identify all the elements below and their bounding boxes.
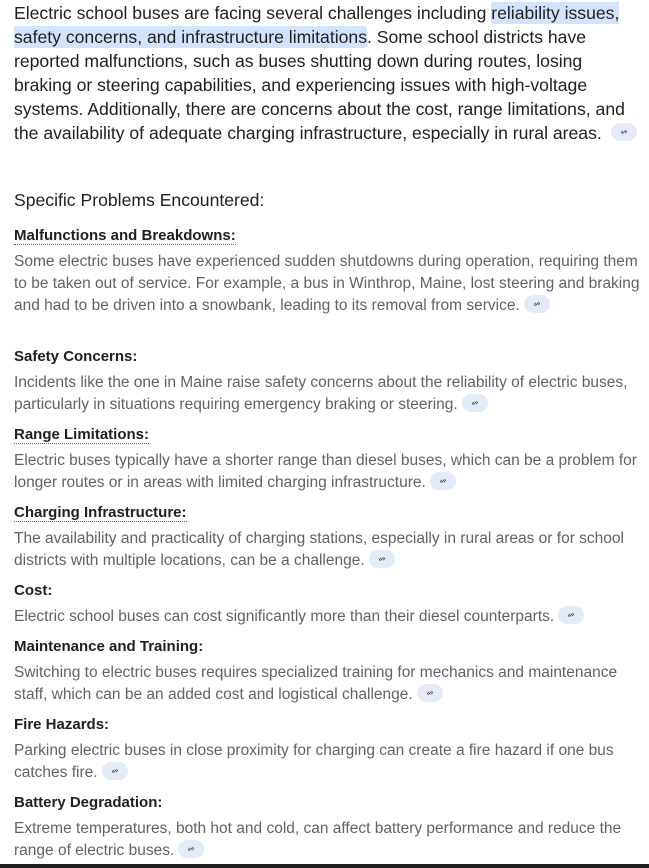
bottom-edge-bar: [0, 864, 649, 868]
item-body: [14, 818, 648, 862]
intro-prefix: Electric school buses are facing several challenges including: [14, 3, 492, 23]
item-body-text: Parking electric buses in close proximity for charging can create a fire hazard if one bus catches fire.: [14, 742, 614, 781]
item-title-text: Range Limitations:: [14, 426, 150, 443]
item-body-text: Extreme temperatures, both hot and cold, can affect battery performance and reduce the range of electric buses.: [14, 820, 622, 859]
item-title-text: Charging Infrastructure:: [14, 504, 187, 521]
source-link-button[interactable]: [524, 295, 550, 313]
item-body-text: Electric school buses can cost significantly more than their diesel counterparts.: [14, 608, 555, 625]
link-icon: [110, 766, 120, 776]
link-icon: [377, 554, 387, 564]
item-title-text: Cost:: [14, 582, 53, 599]
source-link-button[interactable]: [178, 840, 204, 858]
link-icon: [532, 299, 542, 309]
item-body: [14, 528, 648, 572]
source-link-button[interactable]: [369, 550, 395, 568]
source-link-button[interactable]: [430, 472, 456, 490]
item-title-text: Malfunctions and Breakdowns:: [14, 227, 236, 244]
link-icon: [619, 127, 629, 137]
link-icon: [470, 398, 480, 408]
link-icon: [186, 844, 196, 854]
item-body-text: The availability and practicality of charging stations, especially in rural areas or for school districts with multiple locations, can be a challenge.: [14, 530, 624, 569]
item-title: [14, 715, 109, 735]
item-body: [14, 372, 648, 416]
item-title: [14, 793, 162, 813]
item-title-text: Battery Degradation:: [14, 794, 163, 811]
link-icon: [566, 610, 576, 620]
source-link-button[interactable]: [462, 394, 488, 412]
item-body-text: Switching to electric buses requires specialized training for mechanics and maintenance staff, which can be an added cost and logistical challenge.: [14, 664, 618, 703]
intro-paragraph: [14, 0, 644, 145]
item-title-text: Safety Concerns:: [14, 348, 138, 365]
source-link-button[interactable]: [417, 684, 443, 702]
link-icon: [438, 476, 448, 486]
link-icon: [425, 688, 435, 698]
item-title: [14, 581, 52, 601]
source-link-button[interactable]: [558, 606, 584, 624]
intro-suffix: . Some school districts have reported malfunctions, such as buses shutting down during routes, losing braking or steering capabilities, and experiencing issues with high-voltage systems. Additionally, there are concerns about the cost, range limitations, and the availability of adequate charging infrastructure, especially in rural areas.: [14, 27, 625, 143]
ai-overview-content: [14, 0, 644, 859]
item-body-text: Some electric buses have experienced sudden shutdowns during operation, requiring them to be taken out of service. For example, a bus in Winthrop, Maine, lost steering and braking and had to be driven into a snowbank, leading to its removal from service.: [14, 253, 640, 314]
item-title-text: Maintenance and Training:: [14, 638, 204, 655]
source-link-button[interactable]: [611, 123, 637, 141]
item-body-text: Electric buses typically have a shorter range than diesel buses, which can be a problem for longer routes or in areas with limited charging infrastructure.: [14, 452, 637, 491]
item-body: [14, 251, 648, 317]
item-title[interactable]: [14, 425, 149, 445]
item-body: [14, 450, 648, 494]
source-link-button[interactable]: [102, 762, 128, 780]
item-title[interactable]: [14, 503, 187, 523]
item-title-text: Fire Hazards:: [14, 716, 110, 733]
item-body: [14, 740, 648, 784]
item-title: [14, 637, 203, 657]
section-heading: Specific Problems Encountered:: [14, 190, 265, 210]
intro-highlight: reliability issues, safety concerns, and infrastructure limitations: [14, 3, 620, 47]
item-body: [14, 606, 648, 628]
item-body-text: Incidents like the one in Maine raise safety concerns about the reliability of electric buses, particularly in situations requiring emergency braking or steering.: [14, 374, 628, 413]
item-title[interactable]: [14, 226, 236, 246]
item-title: [14, 347, 137, 367]
item-body: [14, 662, 648, 706]
